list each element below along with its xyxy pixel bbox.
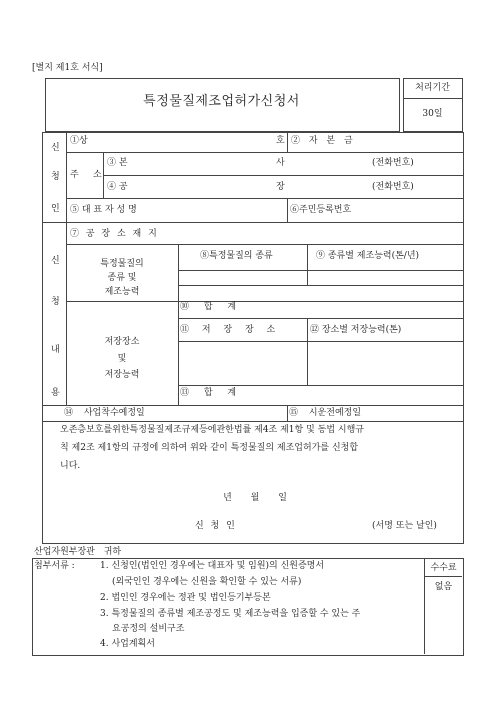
processing-value: 30일 bbox=[422, 109, 443, 119]
applicant-section-char-1: 신 bbox=[51, 143, 60, 153]
factory-label: ④ 공 bbox=[107, 182, 128, 192]
form-label: [별지 제1호 서식] bbox=[32, 63, 103, 73]
attachment-item-2: 2. 법인인 경우에는 정관 및 법인등기부등본 bbox=[100, 593, 271, 603]
substance-capacity-header: ⑨ 종류별 제조능력(톤/년) bbox=[316, 251, 420, 261]
statement-line-3: 니다. bbox=[60, 461, 81, 471]
page-title: 특정물질제조업허가신청서 bbox=[143, 94, 300, 109]
dates-top-line bbox=[42, 405, 463, 406]
attachments-label: 첨부서류 : bbox=[34, 561, 75, 571]
storage-location-header: ⑪ 저 장 장 소 bbox=[180, 325, 276, 335]
factory-location-label: ⑦ 공 장 소 재 지 bbox=[70, 229, 157, 239]
statement-line-1: 오존층보호를위한특정물질제조규제등에관한법률 제4조 제1항 및 동법 시행규 bbox=[60, 425, 364, 435]
content-section-char-3: 내 bbox=[51, 345, 60, 355]
applicant-sign-label: 신 청 인 bbox=[195, 521, 235, 531]
signature-note: (서명 또는 날인) bbox=[372, 521, 437, 531]
attachment-item-3b: 요공정의 설비구조 bbox=[112, 624, 185, 634]
storage-capacity-header: ⑫ 장소별 저장능력(톤) bbox=[310, 325, 402, 335]
attachment-item-1b: (외국인인 경우에는 신원을 확인할 수 있는 서류) bbox=[112, 577, 302, 587]
operation-date-label: ⑮ 시운전예정일 bbox=[289, 408, 362, 418]
company-name-label-end: 호 bbox=[276, 136, 285, 146]
factory-label-end: 장 bbox=[276, 182, 285, 192]
substance-block-line-1: 특정물질의 bbox=[100, 259, 144, 269]
attachment-item-3: 3. 특정물질의 종류별 제조공정도 및 제조능력을 입증할 수 있는 주 bbox=[100, 609, 361, 619]
attachment-item-4: 4. 사업계획서 bbox=[100, 639, 155, 649]
capital-label: ② 자 본 금 bbox=[291, 136, 353, 146]
total-label-2: ⑬ 합 계 bbox=[180, 388, 237, 398]
storage-block-line-3: 저장능력 bbox=[104, 370, 140, 380]
applicant-section-char-2: 청 bbox=[51, 172, 60, 182]
company-name-label: ①상 bbox=[70, 136, 88, 146]
attachment-item-1: 1. 신청인(법인인 경우에는 대표자 및 임원)의 신원증명서 bbox=[100, 561, 325, 571]
substance-block-line-2: 종류 및 bbox=[107, 273, 137, 283]
address-label-2: 소 bbox=[93, 170, 102, 180]
storage-block-line-2: 및 bbox=[117, 354, 127, 364]
start-date-label: ⑭ 사업착수예정일 bbox=[64, 408, 145, 418]
fee-value: 없음 bbox=[434, 582, 453, 592]
storage-block-line-1: 저장장소 bbox=[104, 337, 140, 347]
processing-label: 처리기간 bbox=[415, 83, 450, 93]
fee-label: 수수료 bbox=[430, 563, 457, 573]
recipient-line: 산업자원부장관 귀하 bbox=[34, 547, 122, 557]
resident-number-label: ⑥주민등록번호 bbox=[290, 205, 352, 215]
dates-bottom-line bbox=[42, 421, 463, 422]
substance-type-header: ⑧특정물질의 종류 bbox=[200, 251, 273, 261]
content-section-char-1: 신 bbox=[51, 256, 60, 266]
head-office-label-end: 사 bbox=[276, 158, 285, 168]
applicant-section-char-3: 인 bbox=[51, 204, 60, 214]
processing-divider bbox=[403, 98, 462, 99]
applicant-bottom-line bbox=[42, 222, 463, 223]
content-section-char-2: 청 bbox=[51, 297, 60, 307]
attachments-box bbox=[32, 558, 464, 656]
substance-block-line-3: 제조능력 bbox=[104, 287, 140, 297]
representative-label: ⑤ 대 표 자 성 명 bbox=[70, 205, 137, 215]
total-label-1: ⑩ 합 계 bbox=[180, 302, 237, 312]
statement-line-2: 칙 제2조 제1항의 규정에 의하여 위와 같이 특정물질의 제조업허가를 신청합 bbox=[60, 443, 359, 453]
head-office-label: ③ 본 bbox=[107, 158, 128, 168]
content-section-char-4: 용 bbox=[51, 388, 60, 398]
date-line: 년 월 일 bbox=[223, 493, 287, 503]
factory-phone: (전화번호) bbox=[372, 182, 414, 192]
address-label-1: 주 bbox=[70, 170, 79, 180]
head-office-phone: (전화번호) bbox=[372, 158, 414, 168]
